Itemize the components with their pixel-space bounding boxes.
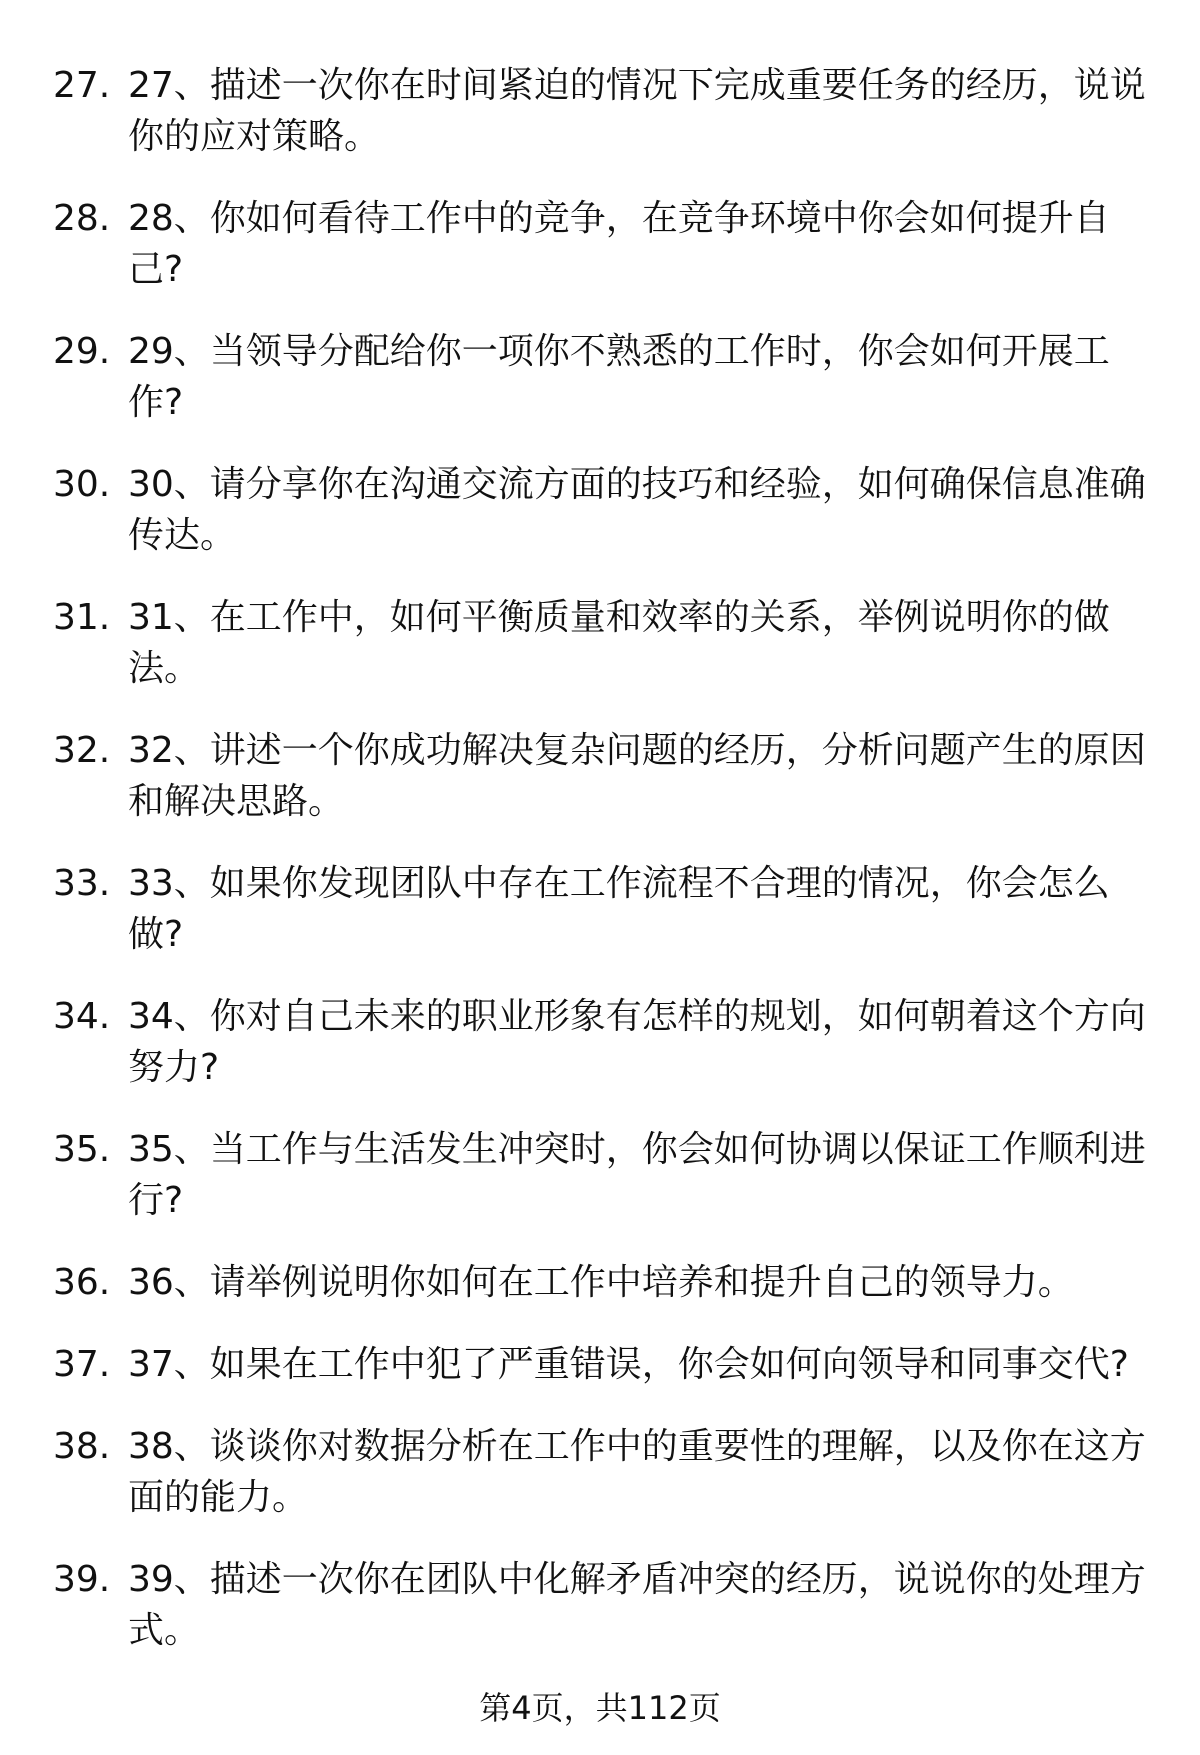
list-item-line: 34、你对自己未来的职业形象有怎样的规划，如何朝着这个方向 — [128, 996, 1146, 1037]
list-item-number: 30. — [53, 464, 111, 505]
list-item-line: 法。 — [128, 648, 201, 689]
list-item-line: 你的应对策略。 — [128, 116, 381, 157]
list-item-line: 31、在工作中，如何平衡质量和效率的关系，举例说明你的做 — [128, 597, 1110, 638]
list-item — [0, 725, 1200, 827]
list-item-number: 37. — [53, 1344, 111, 1385]
list-item-text — [128, 193, 1200, 295]
page-number-label: 第4页，共112页 — [479, 1689, 721, 1727]
list-item-line: 35、当工作与生活发生冲突时，你会如何协调以保证工作顺利进 — [128, 1129, 1146, 1170]
list-item-line: 和解决思路。 — [128, 781, 345, 822]
list-item-text — [128, 459, 1200, 561]
list-item — [0, 1554, 1200, 1656]
list-item — [0, 991, 1200, 1093]
list-item — [0, 1257, 1200, 1308]
list-item-text — [128, 725, 1200, 827]
list-item-line: 作? — [128, 382, 184, 423]
list-item-text — [128, 1421, 1200, 1523]
list-item-line: 式。 — [128, 1610, 201, 1651]
list-item-text — [128, 1124, 1200, 1226]
list-item-number: 29. — [53, 331, 111, 372]
list-item-text — [128, 592, 1200, 694]
list-item — [0, 193, 1200, 295]
list-item — [0, 1339, 1200, 1390]
list-item-line: 29、当领导分配给你一项你不熟悉的工作时，你会如何开展工 — [128, 331, 1110, 372]
question-list — [0, 60, 1200, 1687]
list-item-line: 面的能力。 — [128, 1477, 309, 1518]
list-item-number: 38. — [53, 1426, 111, 1467]
list-item-text — [128, 326, 1200, 428]
list-item-line: 38、谈谈你对数据分析在工作中的重要性的理解，以及你在这方 — [128, 1426, 1146, 1467]
list-item-text — [128, 60, 1200, 162]
list-item-number: 32. — [53, 730, 111, 771]
list-item-line: 传达。 — [128, 515, 237, 556]
list-item-line: 行? — [128, 1180, 184, 1221]
list-item — [0, 1124, 1200, 1226]
page-footer — [0, 1684, 1200, 1732]
list-item-line: 32、讲述一个你成功解决复杂问题的经历，分析问题产生的原因 — [128, 730, 1146, 771]
list-item-line: 努力? — [128, 1047, 220, 1088]
list-item-text — [128, 991, 1200, 1093]
list-item-number: 39. — [53, 1559, 111, 1600]
list-item-line: 做? — [128, 914, 184, 955]
list-item — [0, 459, 1200, 561]
list-item — [0, 858, 1200, 960]
list-item-line: 己? — [128, 249, 184, 290]
list-item-line: 27、描述一次你在时间紧迫的情况下完成重要任务的经历，说说 — [128, 65, 1146, 106]
list-item-number: 34. — [53, 996, 111, 1037]
list-item-number: 33. — [53, 863, 111, 904]
list-item — [0, 592, 1200, 694]
list-item-line: 30、请分享你在沟通交流方面的技巧和经验，如何确保信息准确 — [128, 464, 1146, 505]
list-item-text — [128, 858, 1200, 960]
list-item-text — [128, 1339, 1200, 1390]
list-item-text — [128, 1257, 1200, 1308]
list-item-text — [128, 1554, 1200, 1656]
list-item-number: 36. — [53, 1262, 111, 1303]
list-item — [0, 326, 1200, 428]
list-item-line: 33、如果你发现团队中存在工作流程不合理的情况，你会怎么 — [128, 863, 1110, 904]
list-item-number: 27. — [53, 65, 111, 106]
list-item-number: 28. — [53, 198, 111, 239]
list-item-number: 35. — [53, 1129, 111, 1170]
list-item-number: 31. — [53, 597, 111, 638]
list-item-line: 28、你如何看待工作中的竞争，在竞争环境中你会如何提升自 — [128, 198, 1110, 239]
list-item — [0, 60, 1200, 162]
list-item — [0, 1421, 1200, 1523]
list-item-line: 37、如果在工作中犯了严重错误，你会如何向领导和同事交代? — [128, 1344, 1129, 1385]
list-item-line: 36、请举例说明你如何在工作中培养和提升自己的领导力。 — [128, 1262, 1074, 1303]
list-item-line: 39、描述一次你在团队中化解矛盾冲突的经历，说说你的处理方 — [128, 1559, 1146, 1600]
